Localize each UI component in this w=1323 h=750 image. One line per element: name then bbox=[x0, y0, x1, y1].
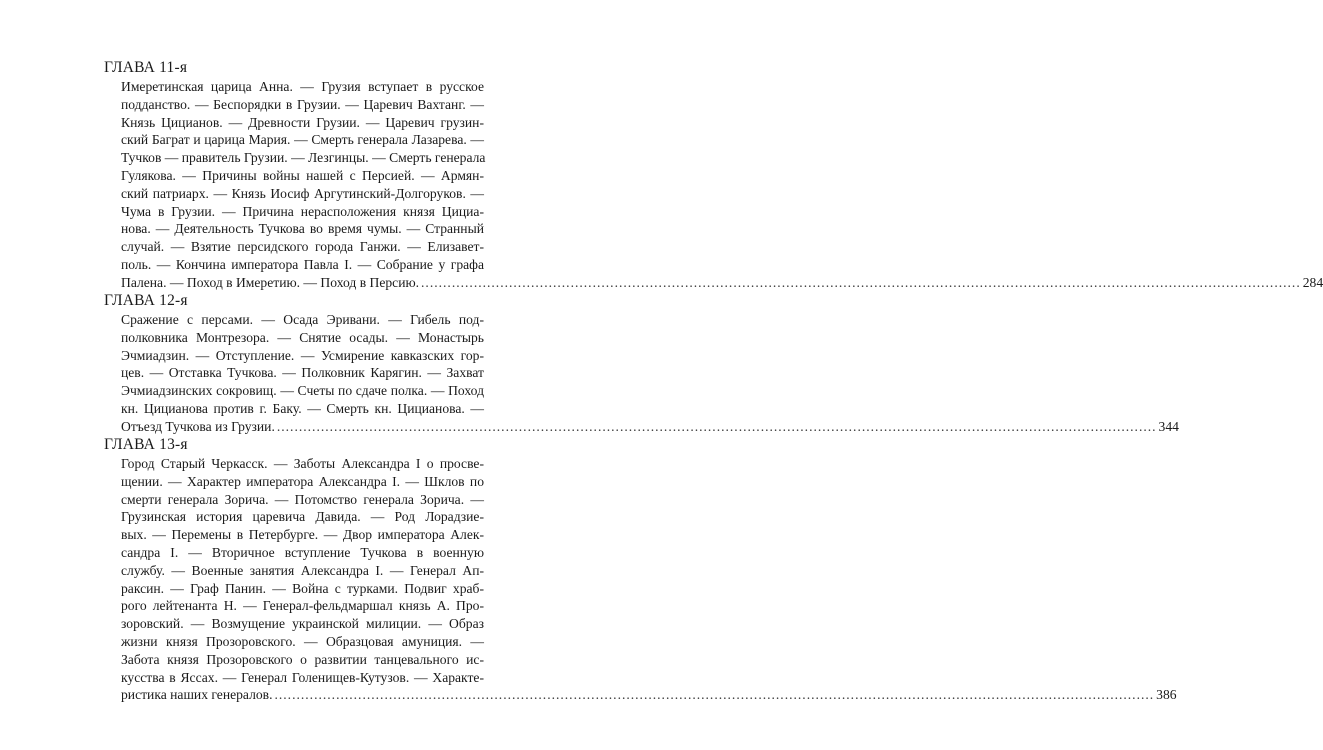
summary-line: зоровский. — Возмущение украинской милиции. — Образ bbox=[121, 616, 484, 632]
summary-line: щении. — Характер императора Александра I. — Шклов по bbox=[121, 473, 484, 489]
summary-line: Забота князя Прозоровского о развитии танцевального ис- bbox=[121, 651, 484, 667]
page-number: 284 bbox=[1302, 274, 1323, 290]
dot-leader: ........................................................................................................................................................................................................ bbox=[421, 274, 1301, 290]
summary-line: поль. — Кончина императора Павла I. — Собрание у графа bbox=[121, 256, 484, 272]
summary-line: Тучков — правитель Грузии. — Лезгинцы. — Смерть генерала bbox=[121, 150, 486, 166]
summary-line: раксин. — Граф Панин. — Война с турками. Подвиг храб- bbox=[121, 580, 484, 596]
summary-line: кн. Цицианова против г. Баку. — Смерть кн. Цицианова. — bbox=[121, 400, 484, 416]
chapter-heading: ГЛАВА 11-я bbox=[104, 59, 188, 76]
summary-line: Отъезд Тучкова из Грузии. bbox=[121, 418, 275, 434]
summary-line: Князь Цицианов. — Древности Грузии. — Царевич грузин- bbox=[121, 114, 484, 130]
summary-line: полковника Монтрезора. — Снятие осады. — Монастырь bbox=[121, 329, 484, 345]
dot-leader: ........................................................................................................................................................................................................ bbox=[276, 418, 1157, 434]
summary-line: смерти генерала Зорича. — Потомство генерала Зорича. — bbox=[121, 491, 484, 507]
summary-line: ский Баграт и царица Мария. — Смерть генерала Лазарева. — bbox=[121, 132, 484, 148]
summary-last-line bbox=[121, 418, 1179, 436]
summary-line: Сражение с персами. — Осада Эривани. — Гибель под- bbox=[121, 312, 484, 327]
chapter-heading: ГЛАВА 12-я bbox=[104, 292, 188, 309]
summary-line: ский патриарх. — Князь Иосиф Аргутинский-Долгоруков. — bbox=[121, 185, 484, 201]
summary-line: кусства в Яссах. — Генерал Голенищев-Кутузов. — Характе- bbox=[121, 669, 484, 685]
summary-line: рого лейтенанта Н. — Генерал-фельдмаршал князь А. Про- bbox=[121, 598, 484, 614]
page-number: 386 bbox=[1156, 687, 1177, 703]
dot-leader: ........................................................................................................................................................................................................ bbox=[274, 687, 1155, 703]
summary-last-line bbox=[121, 686, 1177, 704]
summary-line: сандра I. — Вторичное вступление Тучкова в военную bbox=[121, 544, 484, 560]
chapter-summary bbox=[121, 311, 1179, 436]
chapter-heading: ГЛАВА 13-я bbox=[104, 436, 188, 453]
summary-line: подданство. — Беспорядки в Грузии. — Царевич Вахтанг. — bbox=[121, 96, 484, 112]
summary-line: Грузинская история царевича Давида. — Род Лорадзие- bbox=[121, 509, 484, 525]
toc-chapter-13 bbox=[104, 435, 1177, 704]
summary-line: ристика наших генералов. bbox=[121, 687, 273, 703]
summary-line: вых. — Перемены в Петербурге. — Двор императора Алек- bbox=[121, 527, 484, 543]
summary-line: цев. — Отставка Тучкова. — Полковник Карягин. — Захват bbox=[121, 365, 484, 381]
chapter-summary bbox=[121, 78, 1323, 292]
summary-last-line bbox=[121, 274, 1323, 292]
summary-line: жизни князя Прозоровского. — Образцовая амуниция. — bbox=[121, 633, 484, 649]
summary-line: Город Старый Черкасск. — Заботы Александра I о просве- bbox=[121, 456, 484, 471]
summary-line: Эчмиадзинских сокровищ. — Счеты по сдаче полка. — Поход bbox=[121, 383, 484, 399]
summary-line: Палена. — Поход в Имеретию. — Поход в Персию. bbox=[121, 274, 420, 290]
chapter-summary bbox=[121, 455, 1177, 704]
summary-line: Эчмиадзин. — Отступление. — Усмирение кавказских гор- bbox=[121, 347, 484, 363]
summary-line: службу. — Военные занятия Александра I. — Генерал Ап- bbox=[121, 562, 484, 578]
toc-chapter-12 bbox=[104, 291, 1179, 436]
summary-line: нова. — Деятельность Тучкова во время чумы. — Странный bbox=[121, 221, 484, 237]
summary-line: Имеретинская царица Анна. — Грузия вступает в русское bbox=[121, 79, 484, 94]
summary-line: Чума в Грузии. — Причина нерасположения князя Цициа- bbox=[121, 203, 484, 219]
toc-chapter-11 bbox=[104, 58, 1323, 292]
summary-line: случай. — Взятие персидского города Ганжи. — Елизавет- bbox=[121, 239, 484, 255]
summary-line: Гулякова. — Причины войны нашей с Персией. — Армян- bbox=[121, 167, 484, 183]
page-number: 344 bbox=[1158, 418, 1179, 434]
